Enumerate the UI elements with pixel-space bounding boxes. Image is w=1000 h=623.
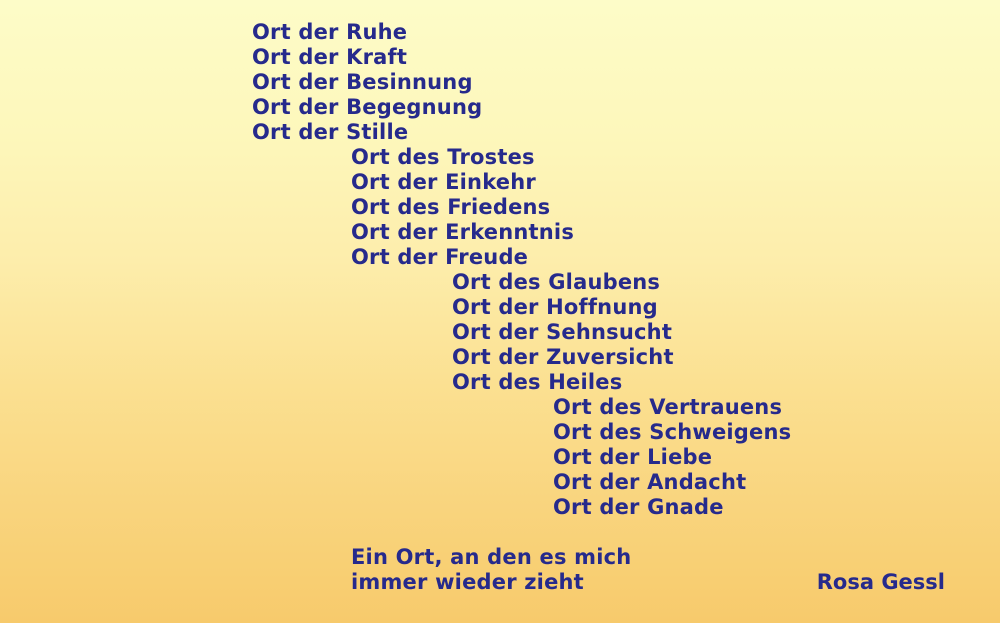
poem-line: Ort des Vertrauens <box>553 395 783 419</box>
poem-line: Ort der Andacht <box>553 470 747 494</box>
poem-line: Ort der Begegnung <box>252 95 483 119</box>
poem-line: Ort des Trostes <box>351 145 535 169</box>
poem-stanza-1 <box>0 20 1000 145</box>
poem-line: Ort der Ruhe <box>252 20 408 44</box>
poem-stanza-2 <box>0 145 1000 270</box>
poem-line: Ort des Glaubens <box>452 270 661 294</box>
poem-line: Ort des Heiles <box>452 370 623 394</box>
poem-line: Ort der Liebe <box>553 445 713 469</box>
poem-line: Ort der Gnade <box>553 495 724 519</box>
poem-line: immer wieder zieht <box>351 570 584 594</box>
poem-line: Ort der Freude <box>351 245 529 269</box>
poem-line: Ort der Sehnsucht <box>452 320 673 344</box>
poem-line: Ort der Hoffnung <box>452 295 658 319</box>
author-credit: Rosa Gessl <box>816 570 945 594</box>
poem-line: Ein Ort, an den es mich <box>351 545 632 569</box>
poem-line: Ort der Stille <box>252 120 409 144</box>
poem-line: Ort der Besinnung <box>252 70 473 94</box>
poem-line: Ort der Zuversicht <box>452 345 674 369</box>
poem-line: Ort der Einkehr <box>351 170 536 194</box>
poem-stanza-3 <box>0 270 1000 395</box>
poem-stanza-4 <box>0 395 1000 520</box>
poem-line: Ort der Erkenntnis <box>351 220 575 244</box>
poem-line: Ort des Friedens <box>351 195 551 219</box>
poem-line: Ort des Schweigens <box>553 420 792 444</box>
poem-line: Ort der Kraft <box>252 45 408 69</box>
